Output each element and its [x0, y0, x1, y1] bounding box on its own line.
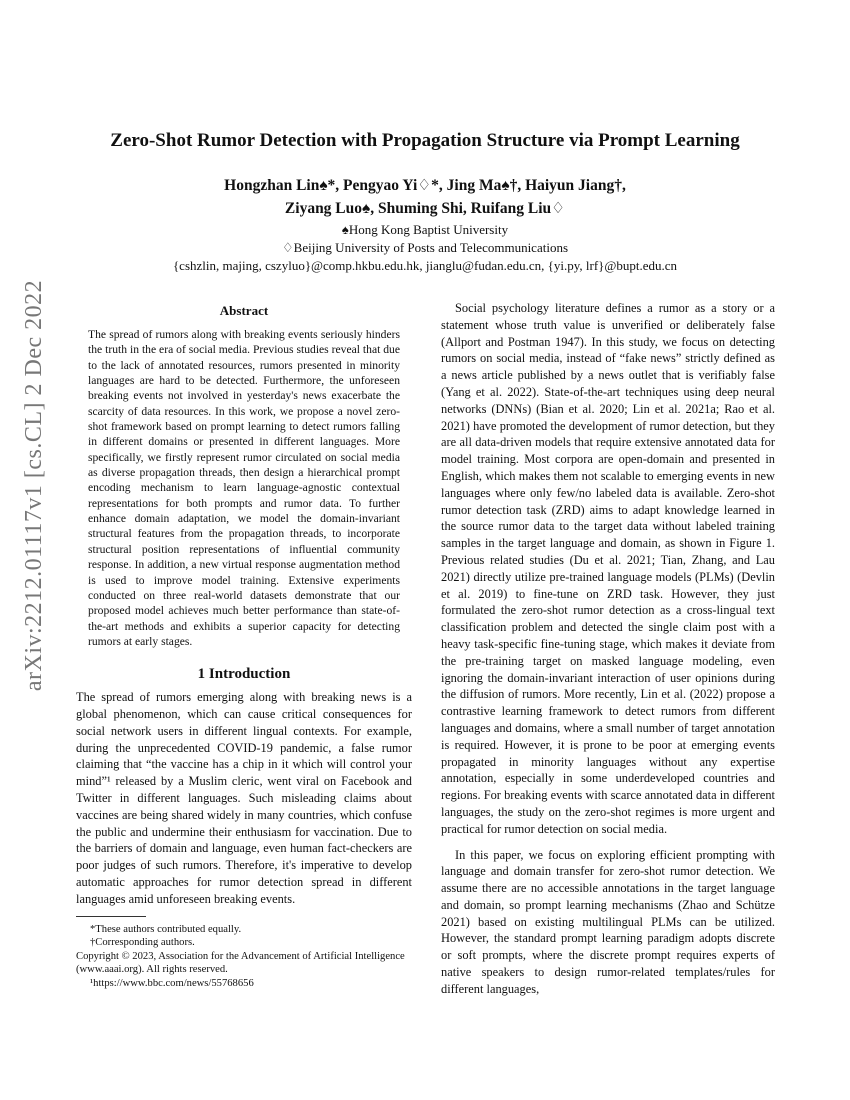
arxiv-identifier-text: arXiv:2212.01117v1 [cs.CL] 2 Dec 2022: [21, 279, 48, 691]
paper-title: Zero-Shot Rumor Detection with Propagation Structure via Prompt Learning: [110, 130, 740, 151]
right-column: [441, 300, 775, 998]
abstract-text: The spread of rumors along with breaking events seriously hinders the truth in the era of social media. Previous studies reveal that due to the lack of annotated resources, rumors presented in minority languages are hard to be detected. Furthermore, the unforeseen breaking events not involved in yesterday's news exacerbate the scarcity of data resources. In this work, we propose a novel zero-shot framework based on prompt learning to detect rumors falling in different domains or presented in different languages. More specifically, we firstly represent rumor circulated on social media as diverse propagation threads, then design a hierarchical prompt encoding mechanism to learn language-agnostic contextual representations for both prompts and rumor data. To further enhance domain adaptation, we model the domain-invariant structural features from the propagation threads, to incorporate structural position representations of influential community response. In addition, a new virtual response augmentation method is used to improve model training. Extensive experiments conducted on three real-world datasets demonstrate that our proposed model achieves much better performance than state-of-the-art methods and exhibits a superior capacity for detecting rumors at early stages.: [88, 328, 400, 648]
footnote-url: ¹https://www.bbc.com/news/55768656: [90, 977, 254, 989]
footnote-divider: [76, 916, 146, 917]
footnote-equal-contribution: *These authors contributed equally.: [90, 923, 242, 935]
affiliation-hkbu: ♠Hong Kong Baptist University: [341, 222, 509, 237]
introduction-paragraph-1: The spread of rumors emerging along with breaking news is a global phenomenon, which can cause critical consequences for social network users in different lingual contexts. For example, during the unprecedented COVID-19 pandemic, a false rumor claiming that “the vaccine has a chip in it which will control your mind”¹ released by a Muslim cleric, went viral on Facebook and Twitter in different languages. Such misleading claims about vaccines are being shared widely in many countries, which confuse the public and undermine their enthusiasm for vaccination. Due to the barriers of domain and language, even human fact-checkers are poor judges of such rumors. Therefore, it's imperative to develop automatic approaches for rumor detection spread in different languages amid unforeseen breaking events.: [76, 690, 412, 906]
left-column: [76, 300, 412, 990]
footnote-corresponding: †Corresponding authors.: [90, 937, 195, 949]
author-emails: {cshzlin, majing, cszyluo}@comp.hkbu.edu.hk, jianglu@fudan.edu.cn, {yi.py, lrf}@bupt.edu.cn: [172, 258, 678, 273]
affiliation-bupt: ♢Beijing University of Posts and Telecommunications: [282, 240, 568, 255]
author-list: [80, 174, 770, 220]
abstract-heading: Abstract: [219, 303, 269, 318]
right-paragraph-1: Social psychology literature defines a rumor as a story or a statement whose truth value is unverified or deliberately false (Allport and Postman 1947). In this study, we focus on detecting rumors on social media, instead of “fake news” strictly defined as a news article published by a news outlet that is verifiably false (Yang et al. 2022). State-of-the-art techniques using deep neural networks (DNNs) (Bian et al. 2020; Lin et al. 2021a; Rao et al. 2021) have promoted the development of rumor detection, but they are all data-driven models that require extensive annotated data for model training. Most corpora are open-domain and presented in English, which makes them not scalable to emerging events in new languages where only few/no labeled data is available. Zero-shot rumor detection task (ZRD) aims to adapt knowledge learned in the source rumor data to the target data without labeled training samples in the target language and domain, as shown in Figure 1. Previous related studies (Du et al. 2021; Tian, Zhang, and Lau 2021) directly utilize pre-trained language models (PLMs) (Devlin et al. 2019) to fine-tune on ZRD task. However, they just formulated the zero-shot rumor detection as a cross-lingual text classification problem and detected the single claim post with a heavy task-specific fine-tuning stage, which makes it deviate from the pre-training target on masked language modeling, even ignoring the domain-invariant interaction of user opinions during the diffusion of rumors. More recently, Lin et al. (2022) propose a contrastive learning framework to detect rumors from different languages and domains, where a small number of target annotation is required. However, it is prone to be poor at emerging events propagated in minority languages without any expertise annotation, especially in some underdeveloped countries and regions. For breaking events with scarce annotated data in different languages, the study on the zero-shot regimes is more urgent and practical for rumor detection on social media.: [441, 301, 775, 836]
arxiv-identifier: [4, 279, 66, 691]
affiliations: [40, 221, 810, 275]
copyright-notice: Copyright © 2023, Association for the Advancement of Artificial Intelligence (www.aaai.org). All rights reserved.: [76, 950, 405, 976]
right-paragraph-2: In this paper, we focus on exploring efficient prompting with language and domain transfer for zero-shot rumor detection. We assume there are no accessible annotations in the target language and domain, so prompt learning mechanisms (Zhao and Schütze 2021) based on existing multilingual PLMs can be utilized. However, the standard prompt learning paradigm adopts discrete or soft prompts, where the discrete prompt requires experts of native speakers to design rumor-related templates/rules for different languages,: [441, 847, 775, 996]
author-line-1: Hongzhan Lin♠*, Pengyao Yi♢*, Jing Ma♠†, Haiyun Jiang†,: [224, 177, 626, 194]
section-heading-introduction: 1 Introduction: [197, 666, 291, 683]
footnotes: [76, 923, 412, 991]
author-line-2: Ziyang Luo♠, Shuming Shi, Ruifang Liu♢: [284, 200, 566, 217]
